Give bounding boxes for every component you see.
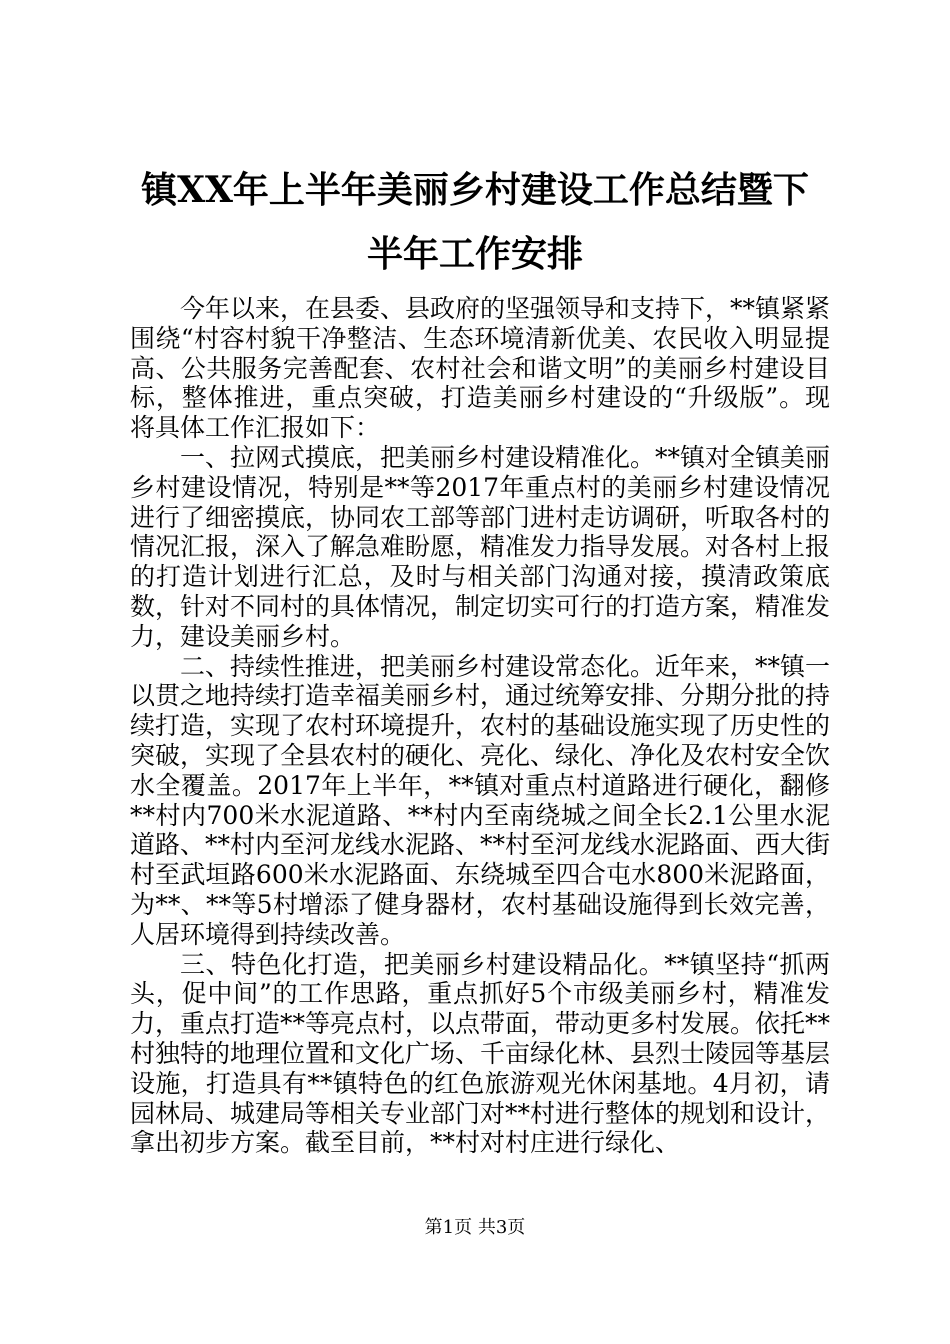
paragraph-section-1: 一、拉网式摸底，把美丽乡村建设精准化。**镇对全镇美丽乡村建设情况，特别是**等2017年重点村的美丽乡村建设情况进行了细密摸底，协同农工部等部门进村走访调研，听取各村的情况汇报，深入了解急难盼愿，精准发力指导发展。对各村上报的打造计划进行汇总，及时与相关部门沟通对接，摸清政策底数，针对不同村的具体情况，制定切实可行的打造方案，精准发力，建设美丽乡村。 [130, 442, 831, 651]
paragraph-section-2: 二、持续性推进，把美丽乡村建设常态化。近年来，**镇一以贯之地持续打造幸福美丽乡村，通过统筹安排、分期分批的持续打造，实现了农村环境提升，农村的基础设施实现了历史性的突破，实现了全县农村的硬化、亮化、绿化、净化及农村安全饮水全覆盖。2017年上半年，**镇对重点村道路进行硬化，翻修**村内700米水泥道路、**村内至南绕城之间全长2.1公里水泥道路、**村内至河龙线水泥路、**村至河龙线水泥路面、西大街村至武垣路600米水泥路面、东绕城至四合屯水800米泥路面，为**、**等5村增添了健身器材，农村基础设施得到长效完善，人居环境得到持续改善。 [130, 651, 831, 949]
document-title: 镇XX年上半年美丽乡村建设工作总结暨下半年工作安排 [141, 169, 809, 275]
page-number-footer: 第1页 共3页 [424, 1217, 526, 1238]
paragraph-section-3: 三、特色化打造，把美丽乡村建设精品化。**镇坚持“抓两头，促中间”的工作思路，重点抓好5个市级美丽乡村，精准发力，重点打造**等亮点村，以点带面，带动更多村发展。依托**村独特的地理位置和文化广场、千亩绿化林、县烈士陵园等基层设施，打造具有**镇特色的红色旅游观光休闲基地。4月初，请园林局、城建局等相关专业部门对**村进行整体的规划和设计，拿出初步方案。截至目前，**村对村庄进行绿化、 [130, 949, 831, 1158]
document-body [130, 294, 830, 1158]
paragraph-intro: 今年以来，在县委、县政府的坚强领导和支持下，**镇紧紧围绕“村容村貌干净整洁、生态环境清新优美、农民收入明显提高、公共服务完善配套、农村社会和谐文明”的美丽乡村建设目标，整体推进，重点突破，打造美丽乡村建设的“升级版”。现将具体工作汇报如下： [130, 294, 831, 443]
